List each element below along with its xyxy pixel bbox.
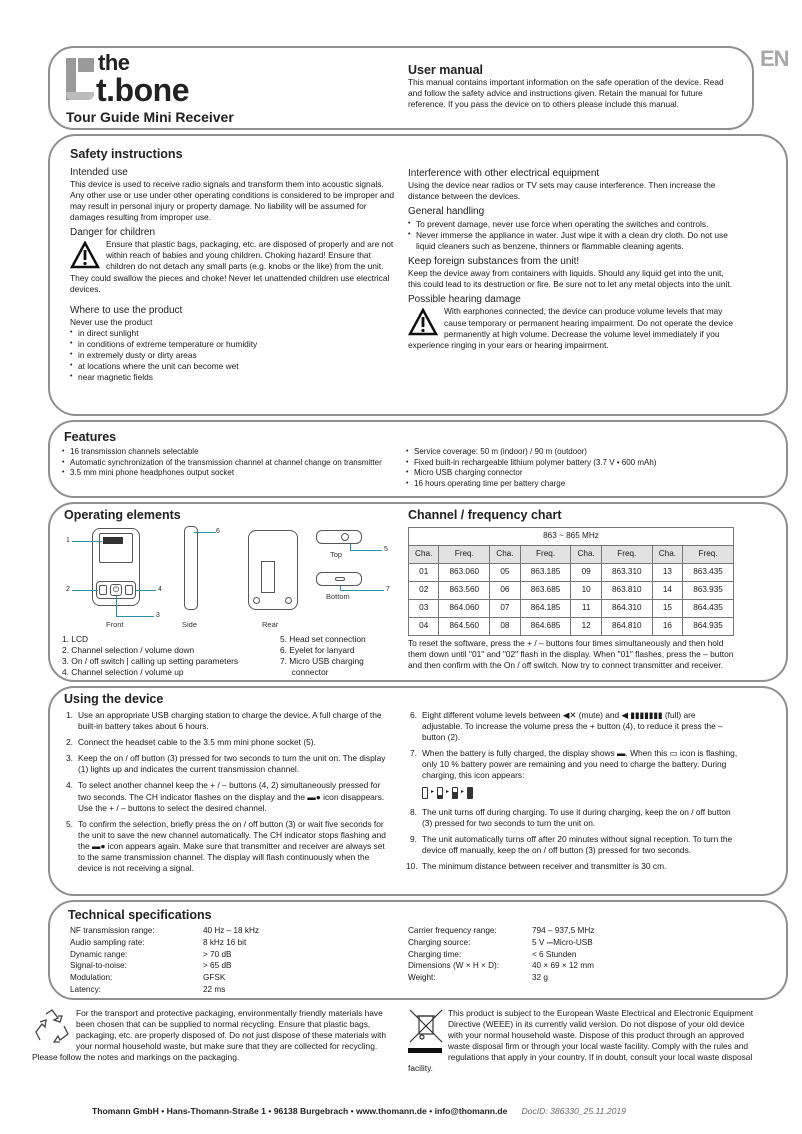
legend-item: 3. On / off switch | calling up setting parameters <box>62 656 239 667</box>
step-item: 5. To confirm the selection, briefly press the on / off button (3) or wait five seconds for the unit to save the new channel automatically. The CH indicator stops flashing and the ▬● icon appears again. Make sure that transmitter and receiver are always set to the same transmission channel. The display will flash continuously when the device is not receiving a signal. <box>66 818 386 874</box>
spec-row: Charging time: < 6 Stunden <box>408 949 577 959</box>
bottom-view <box>316 572 362 586</box>
general-handling-heading: General handling <box>408 206 485 218</box>
features-title: Features <box>64 430 117 444</box>
features-section <box>48 420 788 498</box>
reset-instructions: To reset the software, press the + / – buttons four times simultaneously and then hold them down until "01" and "02" flash in the display. When "01" flashes, press the – button and then confirm with the On / off switch. Now try to connect transmitter and receiver. <box>408 637 734 670</box>
user-manual-text: This manual contains important information on the safe operation of the device. Read and follow the safety advice and instructions given. Retain the manual for future reference. If you pass the device on to others please include this manual. <box>408 77 724 110</box>
spec-row: Charging source: 5 V ⎓Micro-USB <box>408 937 593 947</box>
where-to-use-intro: Never use the product <box>70 316 153 327</box>
footer-doc-id: DocID: 386330_25.11.2019 <box>521 1106 626 1116</box>
step-item: 3. Keep the on / off button (3) pressed for two seconds to turn the unit on. The display (1) lights up and indicates the current transmission channel. <box>66 753 386 775</box>
side-view <box>184 526 198 610</box>
warning-icon <box>408 308 438 336</box>
spec-row: Carrier frequency range: 794 – 937,5 MHz <box>408 926 595 935</box>
list-item: • To prevent damage, never use force when operating the switches and controls. <box>408 219 738 230</box>
footer <box>92 1106 752 1117</box>
front-view <box>92 528 140 606</box>
step-item: 10. The minimum distance between receiver and transmitter is 30 cm. <box>406 860 667 871</box>
top-label: Top <box>330 550 343 559</box>
plus-button[interactable] <box>125 585 133 595</box>
step-item: 4. To select another channel keep the + / – buttons (4, 2) simultaneously pressed for two seconds. The CH indicator flashes on the display and the ▬● icon disappears. Use the + / – buttons to select the desired channel. <box>66 780 385 813</box>
specs-title: Technical specifications <box>68 908 212 922</box>
general-handling-list <box>408 219 738 252</box>
operating-elements-legend <box>62 634 402 678</box>
safety-section <box>48 134 788 416</box>
legend-item: 6. Eyelet for lanyard <box>280 645 355 656</box>
spec-row: Signal-to-noise: > 65 dB <box>70 961 232 971</box>
list-item: • Fixed built-in rechargeable lithium polymer battery (3.7 V • 600 mAh) <box>406 458 746 469</box>
specs-right <box>408 926 728 985</box>
legend-item: connector <box>280 667 329 678</box>
operating-elements-title: Operating elements <box>64 508 181 522</box>
table-row: 04 864.560 08 864.685 12 864.810 16 864.935 <box>409 617 734 635</box>
foreign-substances-text: Keep the device away from containers with liquids. Should any liquid get into the unit, this could lead to its destruction or fire. Be sure not to let any metal objects into the unit. <box>408 268 733 290</box>
step-item: 6. Eight different volume levels between ◀✕ (mute) and ◀ ▮▮▮▮▮▮▮ (full) are adjustable. To increase the volume press the + button (4), to reduce it press the – button (2). <box>410 710 723 743</box>
product-title: Tour Guide Mini Receiver <box>66 109 234 125</box>
table-row: 03 864.060 07 864.185 11 864.310 15 864.435 <box>409 599 734 617</box>
lcd-display <box>99 533 133 563</box>
list-item: • in conditions of extreme temperature or humidity <box>70 339 400 350</box>
logo-the: the <box>98 50 130 75</box>
legend-item: 4. Channel selection / volume up <box>62 667 184 678</box>
warning-icon <box>70 241 100 269</box>
intended-use-text: This device is used to receive radio signals and transform them into acoustic signals. Any other use or use under other operating conditions is considered to be improper and may result in personal injury or property damage. No liability will be assumed for damages resulting from improper use. <box>70 178 395 222</box>
hearing-damage-heading: Possible hearing damage <box>408 294 521 306</box>
weee-disposal <box>408 1008 756 1075</box>
legend-item: 7. Micro USB charging <box>280 656 364 667</box>
list-item: • at locations where the unit can become wet <box>70 361 400 372</box>
intended-use-heading: Intended use <box>70 166 128 178</box>
step-item: 1. Use an appropriate USB charging station to charge the device. A full charge of the built-in battery takes about 6 hours. <box>66 710 382 732</box>
spec-row: Modulation: GFSK <box>70 973 226 983</box>
using-device-section <box>48 686 788 896</box>
frequency-table: 863 ~ 865 MHz Cha. Freq. Cha. Freq. Cha. Freq. Cha. Freq. 01 863.060 05 863.185 09 863.310 13 863.435 02 863.560 06 863.685 10 863.810 14 863.935 03 864.060 07 864.185 11 864.310 15 864.435 04 864.560 08 864.685 12 864.810 16 864.935 <box>408 527 734 636</box>
table-row: 01 863.060 05 863.185 09 863.310 13 863.435 <box>409 563 734 581</box>
spec-row: Latency: 22 ms <box>70 984 226 994</box>
steps-right <box>408 710 738 877</box>
specs-left <box>70 926 390 997</box>
weee-icon <box>408 1008 444 1054</box>
spec-row: NF transmission range: 40 Hz – 18 kHz <box>70 926 259 935</box>
logo <box>66 50 266 108</box>
features-list-left <box>62 447 382 479</box>
list-item: • 16 transmission channels selectable <box>62 447 382 458</box>
spec-row: Weight: 32 g <box>408 973 548 983</box>
list-item: • in extremely dusty or dirty areas <box>70 350 400 361</box>
rear-label: Rear <box>262 620 279 629</box>
list-item: • Service coverage: 50 m (indoor) / 90 m (outdoor) <box>406 447 746 458</box>
list-item: • 16 hours operating time per battery charge <box>406 479 746 490</box>
hearing-damage-block <box>408 306 738 350</box>
step-item: 8. The unit turns off during charging. To use it during charging, keep the on / off button (3) pressed for two seconds to turn the unit on. <box>410 806 731 828</box>
interference-heading: Interference with other electrical equipment <box>408 168 600 179</box>
spec-row: Audio sampling rate: 8 kHz 16 bit <box>70 937 247 947</box>
weee-text: This product is subject to the European Waste Electrical and Electronic Equipment Directive (WEEE) in its currently valid version. Do not dispose of your old device with your normal household waste. Dispose of this product through an approved waste disposal firm or through your local waste facility. Comply with the rules and regulations that apply in your country. If in doubt, consult your local waste disposal facility. <box>408 1008 754 1074</box>
packaging-text: For the transport and protective packaging, environmentally friendly materials have been chosen that can be supplied to normal recycling. Ensure that plastic bags, packaging, etc. are properly disposed of. Do not just dispose of these materials with your normal household waste, but make sure that they are collected for recycling. Please follow the notes and markings on the packaging. <box>32 1008 387 1063</box>
band-header: 863 ~ 865 MHz <box>409 527 734 545</box>
list-item: • Automatic synchronization of the transmission channel at channel change on transmitter <box>62 458 382 469</box>
danger-children-heading: Danger for children <box>70 227 156 239</box>
channel-chart <box>408 507 734 671</box>
bottom-label: Bottom <box>326 592 350 601</box>
packaging-disposal <box>32 1008 388 1063</box>
power-button[interactable]: ⏻ <box>110 584 122 596</box>
legend-item: 2. Channel selection / volume down <box>62 645 195 656</box>
user-manual-title: User manual <box>408 63 484 77</box>
interference-text: Using the device near radios or TV sets may cause interference. Then increase the distance between the devices. <box>408 180 716 202</box>
logo-mark <box>66 58 96 100</box>
safety-title: Safety instructions <box>70 147 183 161</box>
spec-row: Dynamic range: > 70 dB <box>70 949 232 959</box>
list-item: • near magnetic fields <box>70 372 400 383</box>
spec-row: Dimensions (W × H × D): 40 × 69 × 12 mm <box>408 961 594 971</box>
danger-children-block <box>70 239 400 294</box>
steps-left <box>64 710 394 879</box>
using-device-title: Using the device <box>64 692 164 706</box>
logo-tbone: t.bone <box>96 72 189 108</box>
rear-view <box>248 530 298 610</box>
list-item: • 3.5 mm mini phone headphones output socket <box>62 468 382 479</box>
front-label: Front <box>106 620 124 629</box>
foreign-substances-heading: Keep foreign substances from the unit! <box>408 255 580 267</box>
header-box <box>48 46 754 130</box>
table-row: 02 863.560 06 863.685 10 863.810 14 863.935 <box>409 581 734 599</box>
features-list-right <box>406 447 746 489</box>
legend-item: 1. LCD <box>62 634 89 644</box>
legend-item: 5. Head set connection <box>280 634 366 644</box>
minus-button[interactable] <box>99 585 107 595</box>
operating-elements-section <box>48 502 788 682</box>
step-item: 7. When the battery is fully charged, the display shows ▬. When this ▭ icon is flashing, only 10 % battery power are remaining and you need to charge the battery. During charging, this icon appears: ▸ ▸ ▸ <box>408 748 738 801</box>
footer-company: Thomann GmbH • Hans-Thomann-Straße 1 • 96138 Burgebrach • www.thomann.de • info@thomann.de <box>92 1106 508 1116</box>
language-badge: EN <box>760 46 789 71</box>
recycling-icon <box>32 1008 72 1044</box>
charging-sequence-icon: ▸ ▸ ▸ <box>422 784 738 802</box>
technical-specs-section <box>48 900 788 1000</box>
top-view <box>316 530 362 544</box>
list-item: • Never immerse the appliance in water. Just wipe it with a clean dry cloth. Do not use liquid cleaners such as benzene, thinners or flammable cleaning agents. <box>408 230 738 252</box>
where-to-use-heading: Where to use the product <box>70 304 183 316</box>
device-diagram: ⏻ 1 2 4 3 Front 6 Side Rear 5 Top 7 Bottom <box>66 528 390 629</box>
step-item: 2. Connect the headset cable to the 3.5 mm mini phone socket (5). <box>66 737 316 748</box>
danger-children-text: Ensure that plastic bags, packaging, etc. are disposed of properly and are not within reach of babies and young children. Choking hazard! Ensure that children do not detach any small parts (e.g. knobs or the like) from the unit. They could swallow the pieces and choke! Never let unattended children use electrical devices. <box>70 239 394 294</box>
channel-chart-title: Channel / frequency chart <box>408 508 562 522</box>
step-item: 9. The unit automatically turns off after 20 minutes without signal reception. To turn the device off manually, keep the on / off button (3) pressed for two seconds. <box>410 833 733 855</box>
where-to-use-list <box>70 328 400 383</box>
side-label: Side <box>182 620 198 629</box>
hearing-damage-text: With earphones connected, the device can produce volume levels that may cause temporary or permanent hearing impairment. Do not operate the device permanently at high volume. Decrease the volume level immediately if you experience ringing in your ears or hearing impairment. <box>408 306 734 350</box>
list-item: • Micro USB charging connector <box>406 468 746 479</box>
list-item: • in direct sunlight <box>70 328 400 339</box>
